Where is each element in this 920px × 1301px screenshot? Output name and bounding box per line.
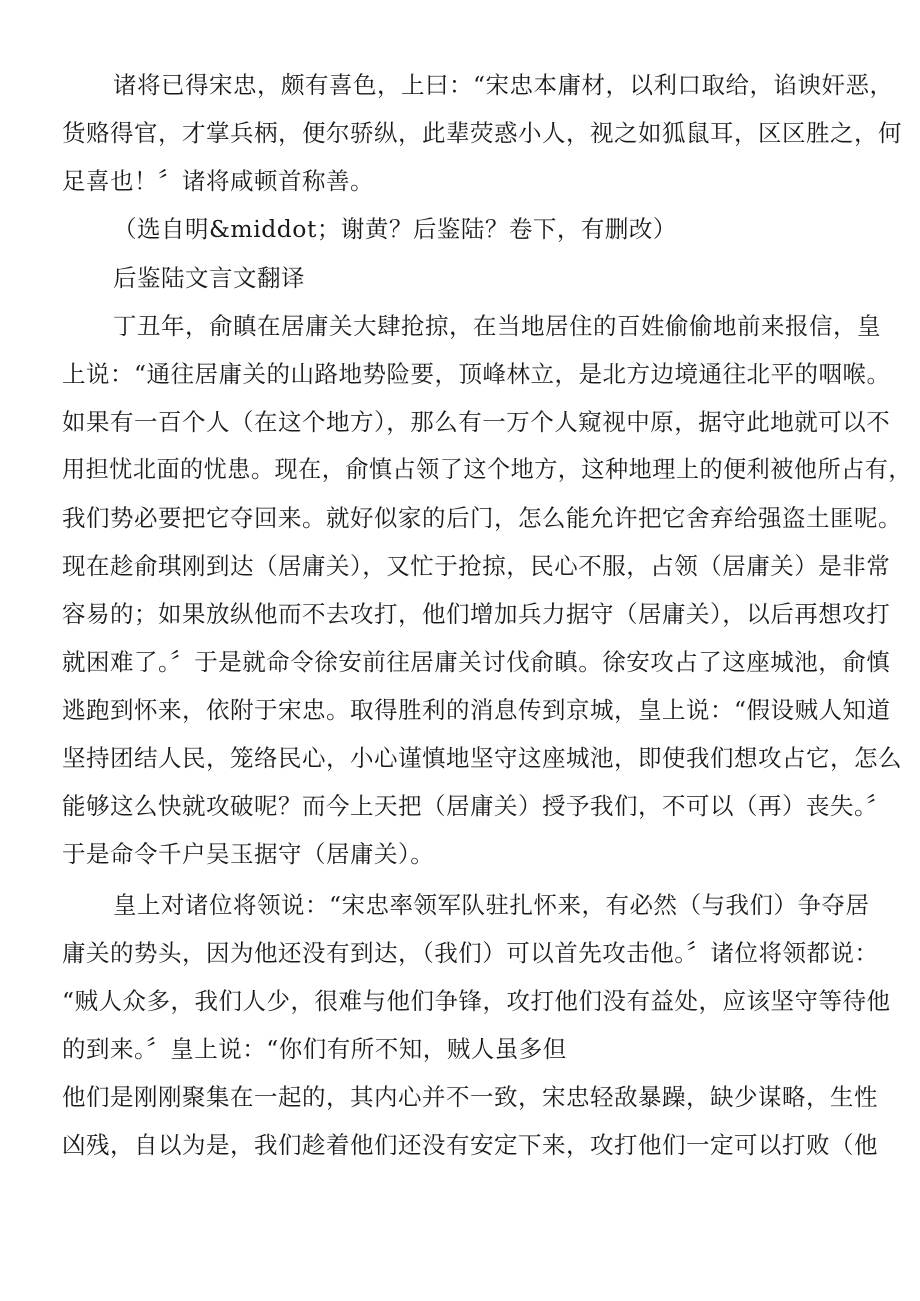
text-line-20: “贼人众多，我们人少，很难与他们争锋，攻打他们没有益处，应该坚守等待他 [62, 987, 891, 1015]
text-line-19: 庸关的势头，因为他还没有到达，（我们）可以首先攻击他。〞诸位将领都说： [62, 939, 879, 967]
text-line-21: 的到来。〞皇上说：“你们有所不知，贼人虽多但 [62, 1035, 567, 1063]
text-line-16: 能够这么快就攻破呢？而今上天把（居庸关）授予我们，不可以（再）丧失。〞 [62, 792, 891, 820]
text-line-2: 货赂得官，才掌兵柄，便尔骄纵，此辈荧惑小人，视之如狐鼠耳，区区胜之，何 [62, 119, 902, 147]
text-line-15: 坚持团结人民，笼络民心，小心谨慎地坚守这座城池，即使我们想攻占它，怎么 [62, 744, 902, 772]
text-line-6: 丁丑年，俞瞋在居庸关大肆抢掠，在当地居住的百姓偷偷地前来报信，皇 [113, 312, 881, 340]
source-citation: （选自明&middot；谢黄？后鉴陆？卷下，有删改） [113, 215, 677, 243]
section-heading: 后鉴陆文言文翻译 [113, 264, 305, 292]
text-line-13: 就困难了。〞于是就命令徐安前往居庸关讨伐俞瞋。徐安攻占了这座城池，俞慎 [62, 648, 891, 676]
text-line-22: 他们是刚刚聚集在一起的，其内心并不一致，宋忠轻敌暴躁，缺少谋略，生性 [62, 1083, 878, 1111]
text-line-3: 足喜也！〞诸将咸顿首称善。 [62, 167, 374, 195]
text-line-18: 皇上对诸位将领说：“宋忠率领军队驻扎怀来，有必然（与我们）争夺居 [113, 891, 870, 919]
text-line-12: 容易的；如果放纵他而不去攻打，他们增加兵力据守（居庸关），以后再想攻打 [62, 600, 891, 628]
text-line-11: 现在趁俞琪刚到达（居庸关），又忙于抢掠，民心不服，占领（居庸关）是非常 [62, 552, 891, 580]
text-line-14: 逃跑到怀来，依附于宋忠。取得胜利的消息传到京城，皇上说：“假设贼人知道 [62, 696, 891, 724]
text-line-17: 于是命令千户吴玉据守（居庸关）。 [62, 840, 435, 868]
text-line-7: 上说：“通往居庸关的山路地势险要，顶峰林立，是北方边境通往北平的咽喉。 [62, 360, 891, 388]
text-line-1: 诸将已得宋忠，颇有喜色，上曰：“宋忠本庸材，以利口取给，谄谀奸恶， [113, 71, 894, 99]
text-line-8: 如果有一百个人（在这个地方），那么有一万个人窥视中原，据守此地就可以不 [62, 408, 891, 436]
text-line-10: 我们势必要把它夺回来。就好似家的后门，怎么能允许把它舍弃给强盗土匪呢。 [62, 504, 902, 532]
text-line-9: 用担忧北面的忧患。现在，俞慎占领了这个地方，这种地理上的便利被他所占有， [62, 457, 912, 483]
text-line-23: 凶残，自以为是，我们趁着他们还没有安定下来，攻打他们一定可以打败（他 [62, 1131, 878, 1159]
